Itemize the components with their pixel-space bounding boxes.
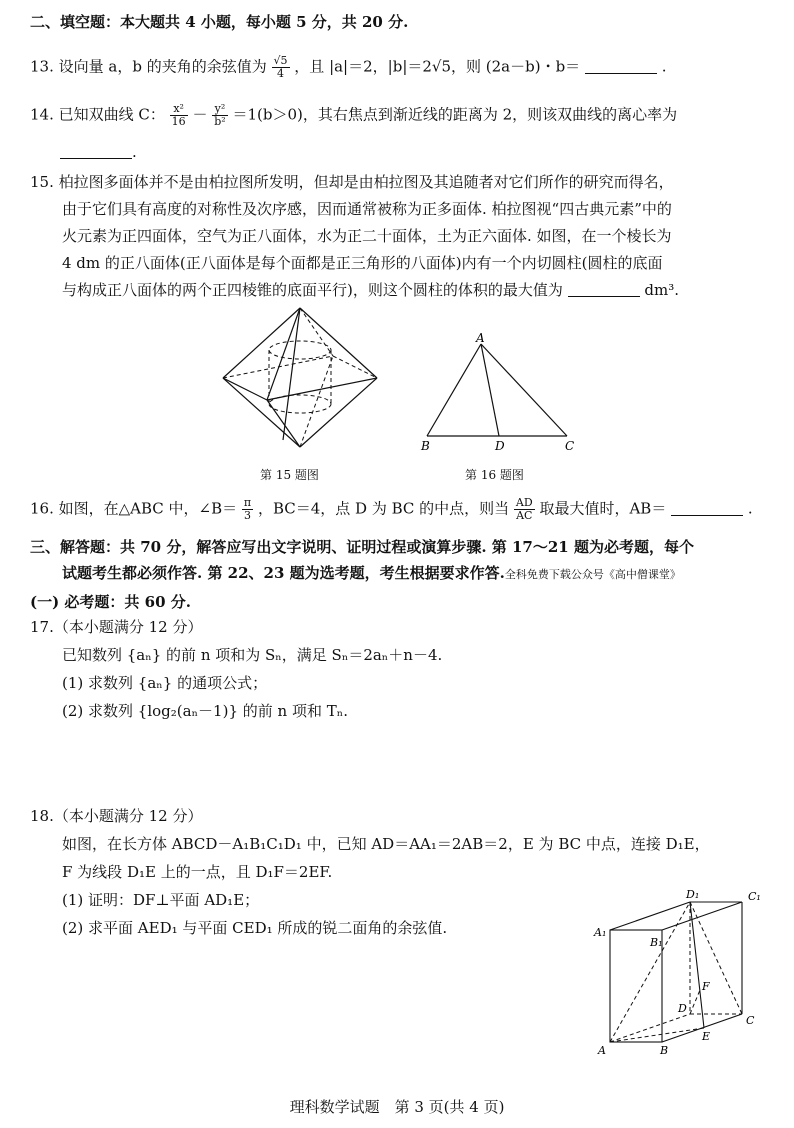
figure-16-caption: 第 16 题图 xyxy=(465,468,524,482)
q17-heading: 17.（本小题满分 12 分） xyxy=(30,618,203,636)
svg-text:F: F xyxy=(702,980,710,993)
section-3-note: 全科免费下载公众号《高中僧课堂》 xyxy=(504,568,681,581)
q13-text-pre: 13. 设向量 a，b 的夹角的余弦值为 xyxy=(30,57,267,76)
svg-text:D: D xyxy=(678,1002,687,1015)
q16-fraction-ratio: $\frac{AD}{AC}$ xyxy=(515,496,533,522)
q14-text-pre: 14. 已知双曲线 C： xyxy=(30,105,165,124)
q16-fraction-angle: $\frac{\pi}{3}$ xyxy=(243,496,252,522)
svg-text:E: E xyxy=(702,1030,711,1043)
q14-text-post: ＝1(b＞0)，其右焦点到渐近线的距离为 2，则该双曲线的离心率为 xyxy=(232,105,678,124)
fig16-label-d: D xyxy=(495,439,505,453)
fig16-label-b: B xyxy=(421,439,430,453)
section-3-title-line-2: 试题考生都必须作答. 第 22、23 题为选考题，考生根据要求作答.全科免费下载公众号《高中僧课堂》 xyxy=(62,564,681,582)
svg-text:B: B xyxy=(660,1044,669,1057)
q14-fraction-x: $\frac{\text{x²}}{16}$ xyxy=(171,102,186,128)
q18-part-1: (1) 证明：DF⊥平面 AD₁E； xyxy=(62,891,260,909)
section-3-title-line-1: 三、解答题：共 70 分，解答应写出文字说明、证明过程或演算步骤. 第 17～21 题为必考题，每个 xyxy=(30,538,694,556)
svg-text:C₁: C₁ xyxy=(748,890,761,903)
q15-line-5: 与构成正八面体的两个正四棱锥的底面平行)，则这个圆柱的体积的最大值为 dm³. xyxy=(62,281,680,299)
q14-fraction-y: $\frac{\text{y²}}{\text{b²}}$ xyxy=(214,102,226,128)
fig16-label-c: C xyxy=(565,439,575,453)
figure-16-triangle xyxy=(415,328,585,456)
q18-heading: 18.（本小题满分 12 分） xyxy=(30,807,203,825)
q15-line-3: 火元素为正四面体，空气为正八面体，水为正二十面体，土为正六面体. 如图，在一个棱长为 xyxy=(62,227,672,245)
q17-line-1: 已知数列 {aₙ} 的前 n 项和为 Sₙ，满足 Sₙ＝2aₙ＋n－4. xyxy=(62,646,443,664)
q13-text-post: ，且 |a|＝2，|b|＝2√5，则 (2a－b)・b＝ xyxy=(294,57,581,76)
page-footer: 理科数学试题 第 3 页(共 4 页) xyxy=(289,1098,505,1116)
q16-answer-blank xyxy=(671,501,743,516)
q14-answer-line: . xyxy=(60,142,137,162)
question-14: 14. 已知双曲线 C： $\frac{\text{x²}}{16}$ － $\frac{\text{y²}}{\text{b²}}$ ＝1(b＞0)，其右焦点到渐近线的距离为 2，则该双曲线的离心率为 xyxy=(30,102,678,128)
figure-15-octahedron xyxy=(215,300,385,455)
svg-text:A: A xyxy=(598,1044,606,1057)
question-13: 13. 设向量 a，b 的夹角的余弦值为 $\frac{√5}{4}$ ，且 |a|＝2，|b|＝2√5，则 (2a－b)・b＝ . xyxy=(30,54,667,80)
figure-18-cuboid xyxy=(590,886,770,1058)
required-section-title: (一) 必考题：共 60 分. xyxy=(30,593,191,611)
svg-text:A₁: A₁ xyxy=(594,926,607,939)
q14-answer-blank xyxy=(60,144,132,159)
q13-answer-blank xyxy=(585,59,657,74)
q15-line-4: 4 dm 的正八面体(正八面体是每个面都是正三角形的八面体)内有一个内切圆柱(圆柱的底面 xyxy=(62,254,663,272)
q13-fraction: $\frac{√5}{4}$ xyxy=(273,54,288,80)
svg-text:B₁: B₁ xyxy=(650,936,663,949)
q17-part-1: (1) 求数列 {aₙ} 的通项公式； xyxy=(62,674,268,692)
q18-line-1: 如图，在长方体 ABCD－A₁B₁C₁D₁ 中，已知 AD＝AA₁＝2AB＝2，E 为 BC 中点，连接 D₁E， xyxy=(62,835,710,853)
q17-part-2: (2) 求数列 {log₂(aₙ－1)} 的前 n 项和 Tₙ. xyxy=(62,702,348,720)
figure-15-caption: 第 15 题图 xyxy=(260,468,319,482)
question-16: 16. 如图，在△ABC 中，∠B＝ $\frac{\pi}{3}$ ，BC＝4，点 D 为 BC 的中点，则当 $\frac{AD}{AC}$ 取最大值时，AB＝ . xyxy=(30,496,753,522)
q15-line-2: 由于它们具有高度的对称性及次序感，因而通常被称为正多面体. 柏拉图视“四古典元素”中的 xyxy=(62,200,672,218)
q18-part-2: (2) 求平面 AED₁ 与平面 CED₁ 所成的锐二面角的余弦值. xyxy=(62,919,448,937)
fig16-label-a: A xyxy=(476,331,485,345)
section-2-title: 二、填空题：本大题共 4 小题，每小题 5 分，共 20 分. xyxy=(30,13,409,31)
svg-text:C: C xyxy=(746,1014,755,1027)
q18-line-2: F 为线段 D₁E 上的一点，且 D₁F＝2EF. xyxy=(62,863,333,881)
svg-text:D₁: D₁ xyxy=(686,888,700,901)
q15-answer-blank xyxy=(568,282,640,297)
q15-line-1: 15. 柏拉图多面体并不是由柏拉图所发明，但却是由柏拉图及其追随者对它们所作的研究而得名， xyxy=(30,173,674,191)
